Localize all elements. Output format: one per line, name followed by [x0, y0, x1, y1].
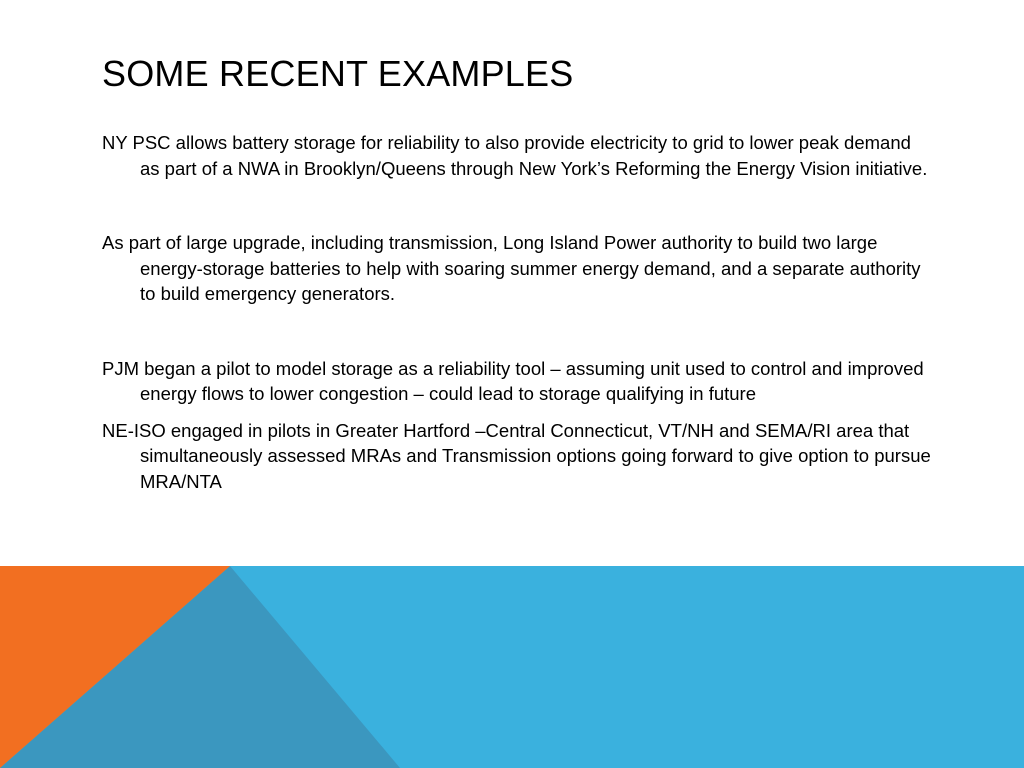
slide-title: SOME RECENT EXAMPLES	[102, 53, 574, 94]
bullet-item: As part of large upgrade, including transmission, Long Island Power authority to build two large energy-storage batteries to help with soaring summer energy demand, and a separate authority to build emergency generators.	[102, 232, 921, 304]
footer-decoration	[0, 566, 1024, 768]
bullet-item: NE-ISO engaged in pilots in Greater Hartford –Central Connecticut, VT/NH and SEMA/RI area that simultaneously assessed MRAs and Transmission options going forward to give option to pursue MRA/NTA	[102, 419, 931, 492]
bullet-item: NY PSC allows battery storage for reliability to also provide electricity to grid to lower peak demand as part of a NWA in Brooklyn/Queens through New York’s Reforming the Energy Vision initiative.	[102, 132, 928, 179]
bullet-item: PJM began a pilot to model storage as a reliability tool – assuming unit used to control and improved energy flows to lower congestion – could lead to storage qualifying in future	[102, 357, 924, 404]
bullet-list	[102, 130, 932, 494]
